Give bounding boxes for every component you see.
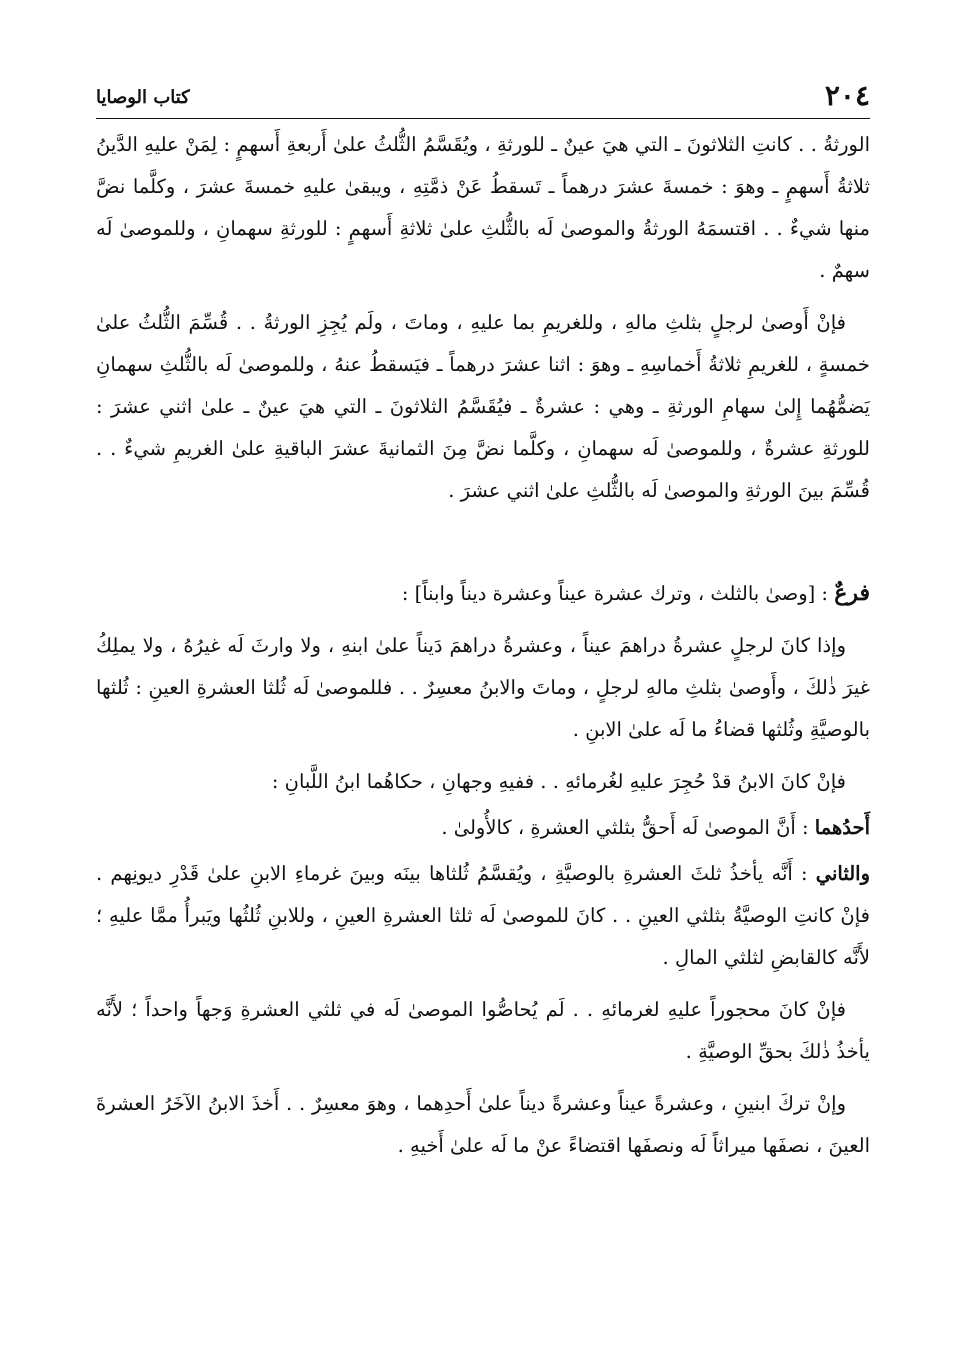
paragraph-text: : أَنَّ الموصىٰ لَه أَحقُّ بثلثي العشرةِ ، كالأُولىٰ . [441, 816, 815, 839]
body-text [96, 124, 870, 1177]
section-heading [96, 572, 870, 615]
paragraph: وإنْ تركَ ابنينِ ، وعشرةً عيناً وعشرةً ديناً علىٰ أَحدِهما ، وهوَ معسِرٌ . . أَخذَ الابنُ الآخَرُ العشرةَ العينَ ، نصفَها ميراثاً لَه ونصفَها اقتضاءً عنْ ما لَه علىٰ أَخيهِ . [96, 1092, 870, 1157]
paragraph [96, 853, 870, 979]
paragraph-lead: والثاني [815, 862, 870, 885]
paragraph-lead: أَحدُهما [814, 816, 870, 839]
section-label: فرعٌ [834, 580, 870, 606]
section-title: : [وصىٰ بالثلث ، وترك عشرة عيناً وعشرة ديناً وابناً] : [401, 582, 835, 605]
paragraph: الورثةُ . . كانتِ الثلاثونَ ـ التي هيَ عينٌ ـ للورثةِ ، ويُقَسَّمُ الثُّلثُ علىٰ أَربعةِ أَسهمٍ : لِمَنْ عليهِ الدَّينُ ثلاثةُ أَسهمٍ ـ وهوَ : خمسةَ عشرَ درهماً ـ تَسقطُ عَنْ ذمَّتِهِ ، ويبقىٰ عليهِ خمسةَ عشرَ ، وكلَّما نضَّ منها شيءٌ . . اقتسمَهُ الورثةُ والموصىٰ لَه بالثُّلثِ علىٰ ثلاثةِ أَسهمٍ : للورثةِ سهمانِ ، وللموصىٰ لَه سهمٌ . [96, 133, 870, 282]
paragraph [96, 807, 870, 849]
paragraph: فإنْ كانَ الابنُ قدْ حُجِرَ عليهِ لغُرمائهِ . . ففيهِ وجهانِ ، حكاهُما ابنُ اللَّبانِ : [271, 770, 846, 793]
paragraph: فإنْ أَوصىٰ لرجلٍ بثلثِ مالهِ ، وللغريمِ بما عليهِ ، وماتَ ، ولَم يُجِزِ الورثةُ . . قُسِّمَ الثُّلثُ علىٰ خمسةٍ ، للغريمِ ثلاثةُ أَخماسِهِ ـ وهوَ : اثنا عشرَ درهماً ـ فيَسقطُ عنهُ ، وللموصىٰ لَه بالثُّلثِ سهمانِ يَضمُّهُما إِلىٰ سهامِ الورثةِ ـ وهي : عشرةٌ ـ فيُقَسَّمُ الثلاثونَ ـ التي هيَ عينٌ ـ علىٰ اثني عشرَ : للورثةِ عشرةٌ ، وللموصىٰ لَه سهمانِ ، وكلَّما نضَّ مِنَ الثمانيةَ عشرَ الباقيةِ علىٰ الغريمِ شيءٌ . . قُسِّمَ بينَ الورثةِ والموصىٰ لَه بالثُّلثِ علىٰ اثني عشرَ . [96, 311, 870, 502]
page-number: ٢٠٤ [824, 79, 870, 112]
page-header [96, 78, 870, 119]
paragraph: وإذا كانَ لرجلٍ عشرةُ دراهمَ عيناً ، وعشرةُ دراهمَ دَيناً علىٰ ابنهِ ، ولا وارثَ لَه غيرُهُ ، ولا يملِكُ غيرَ ذٰلكَ ، وأَوصىٰ بثلثِ مالهِ لرجلٍ ، وماتَ والابنُ معسِرٌ . . فللموصىٰ لَه ثُلثا العشرةِ العينِ : ثُلثها بالوصيَّةِ وثُلثها قضاءُ ما لَه علىٰ الابنِ . [96, 634, 870, 741]
paragraph: فإنْ كانَ محجوراً عليهِ لغرمائهِ . . لَم يُحاصُّوا الموصىٰ لَه في ثلثي العشرةِ وَجهاً واحداً ؛ لأَنَّه يأخذُ ذٰلكَ بحقِّ الوصيَّةِ . [96, 998, 870, 1063]
running-title: كتاب الوصايا [96, 87, 190, 108]
paragraph-text: : أَنَّه يأخذُ ثلثَ العشرةِ بالوصيَّةِ ، ويُقسَّمُ ثُلثاها بينَه وبينَ غرماءِ الابنِ علىٰ قَدْرِ ديونِهم . فإنْ كانتِ الوصيَّةُ بثلثي العينِ . . كانَ للموصىٰ لَه ثلثا العشرةِ العينِ ، وللابنِ ثُلثُها ويَبرأُ ممَّا عليهِ ؛ لأَنَّه كالقابضِ لثلثي المالِ . [96, 862, 870, 969]
section-spacer [96, 522, 870, 572]
